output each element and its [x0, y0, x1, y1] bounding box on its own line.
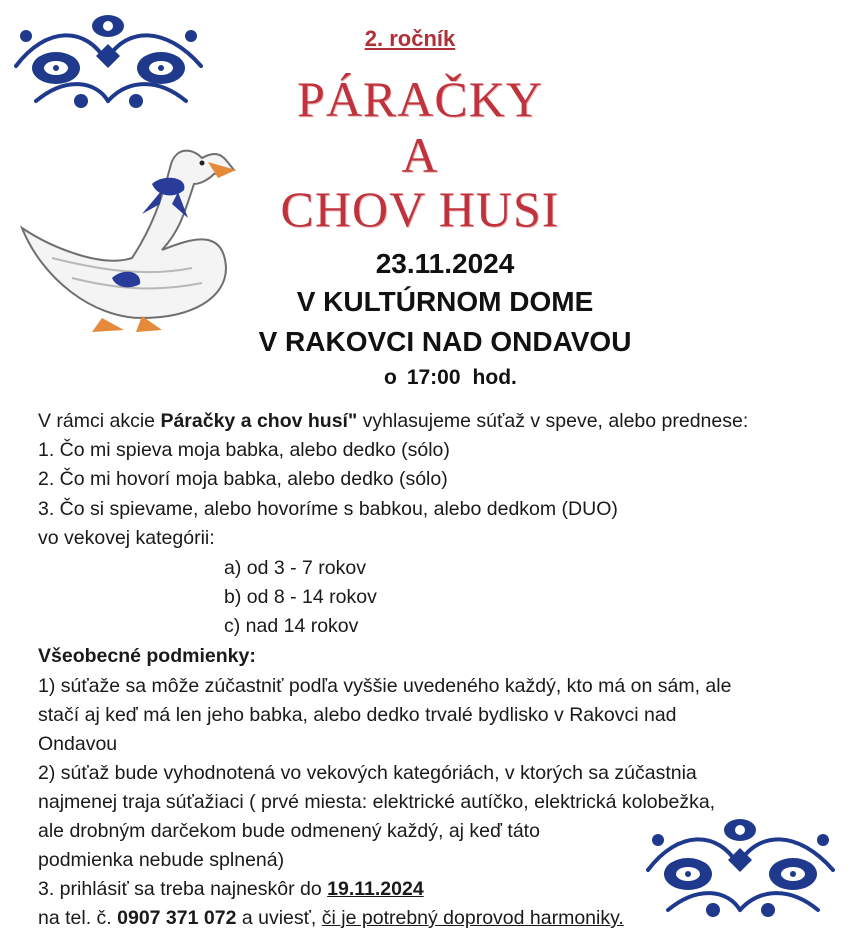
folk-ornament-bottom-right: [638, 810, 843, 930]
venue-line-2: V RAKOVCI NAD ONDAVOU: [258, 326, 632, 357]
list-item: 2. Čo mi hovorí moja babka, alebo dedko (sólo): [38, 468, 448, 490]
list-item: 1. Čo mi spieva moja babka, alebo dedko (sólo): [38, 439, 450, 461]
folk-ornament-top-left: [6, 6, 211, 116]
list-item: 3. Čo si spievame, alebo hovoríme s babkou, alebo dedkom (DUO): [38, 498, 618, 520]
event-time: [384, 366, 517, 390]
event-title-line-1: PÁRAČKY: [297, 71, 543, 127]
condition-1-line: 1) súťaže sa môže zúčastniť podľa vyššie uvedeného každý, kto má on sám, ale: [38, 675, 732, 697]
conditions-heading: Všeobecné podmienky:: [38, 645, 256, 667]
contact-line: na tel. č. 0907 371 072 a uviesť, či je potrebný doprovod harmoniky.: [38, 907, 624, 929]
condition-2-line: ale drobným darčekom bude odmenený každý, aj keď táto: [38, 820, 540, 842]
event-name-bold: Páračky a chov husí": [160, 410, 358, 432]
condition-1-line: stačí aj keď má len jeho babka, alebo dedko trvalé bydlisko v Rakovci nad: [38, 704, 677, 726]
venue-line-1: V KULTÚRNOM DOME: [296, 286, 594, 317]
edition-label: 2. ročník: [364, 26, 456, 51]
time-prefix: o: [384, 366, 397, 389]
condition-2-line: podmienka nebude splnená): [38, 849, 285, 871]
condition-1-line: Ondavou: [38, 733, 118, 755]
category-item: a) od 3 - 7 rokov: [224, 557, 366, 579]
time-value: 17:00: [406, 366, 461, 389]
goose-illustration: [12, 118, 240, 336]
event-date: 23.11.2024: [375, 248, 515, 279]
condition-2-line: 2) súťaž bude vyhodnotená vo vekových kategóriách, v ktorých sa zúčastnia: [38, 762, 697, 784]
category-label: vo vekovej kategórii:: [38, 527, 215, 549]
category-item: b) od 8 - 14 rokov: [224, 586, 377, 608]
harmonica-note: či je potrebný doprovod harmoniky.: [321, 907, 624, 929]
event-title-line-3: CHOV HUSI: [280, 181, 560, 237]
registration-deadline: 19.11.2024: [327, 878, 424, 900]
time-suffix: hod.: [472, 366, 517, 389]
condition-2-line: najmenej traja súťažiaci ( prvé miesta: elektrické autíčko, elektrická kolobežka,: [38, 791, 716, 813]
phone-number: 0907 371 072: [117, 907, 237, 929]
event-title-line-2: A: [401, 127, 439, 183]
condition-3: 3. prihlásiť sa treba najneskôr do 19.11.2024: [38, 878, 424, 900]
intro-text: V rámci akcie Páračky a chov husí" vyhlasujeme súťaž v speve, alebo prednese:: [38, 410, 749, 432]
category-item: c) nad 14 rokov: [224, 615, 359, 637]
